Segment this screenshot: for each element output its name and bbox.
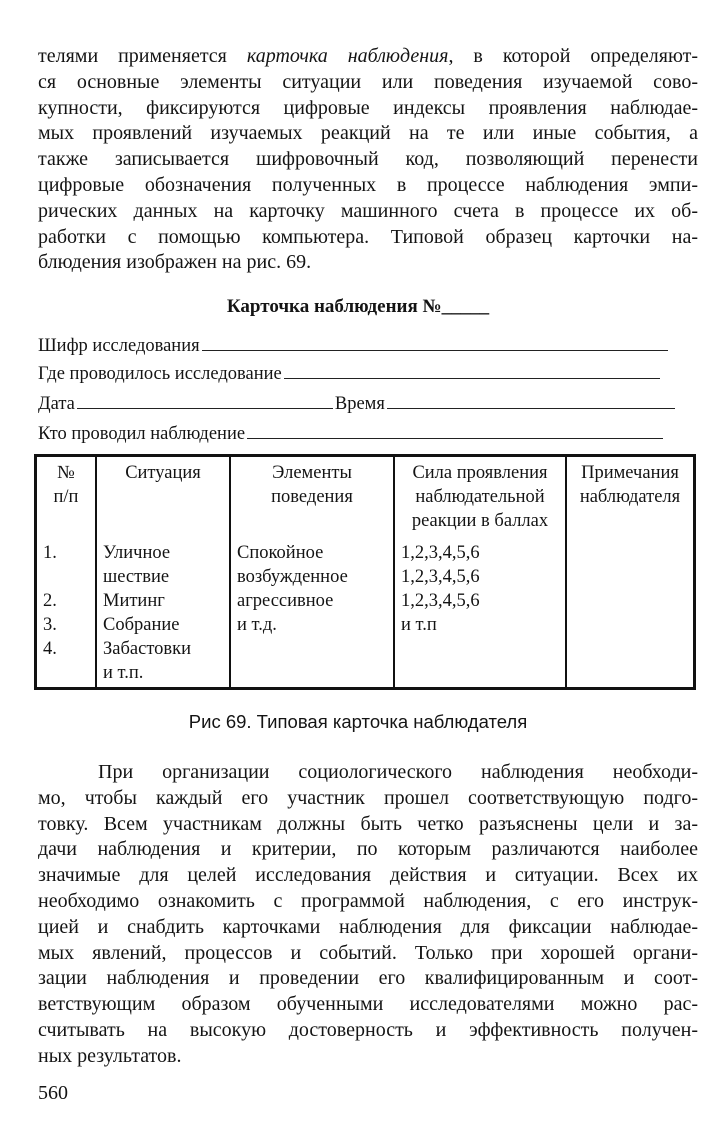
cell-text: шествие (103, 567, 170, 587)
cell-strength (394, 537, 566, 687)
header-text: Сила проявления (412, 463, 548, 483)
header-text: поведения (271, 487, 353, 507)
cell-text: агрессивное (237, 591, 334, 611)
field-label: Кто проводил наблюдение (38, 424, 246, 444)
text-line: ных результатов. (38, 1044, 182, 1067)
header-text: Элементы (272, 463, 352, 483)
cell-text (43, 565, 89, 589)
header-number (37, 457, 96, 537)
closing-paragraph (38, 760, 698, 1070)
cell-text: 1,2,3,4,5,6 (401, 543, 480, 563)
text-line: мых проявлений изучаемых реакций на те или иные события, а (38, 122, 698, 145)
field-place (38, 362, 660, 386)
field-label: Где проводилось исследование (38, 364, 282, 384)
text-line: мых явлений, процессов и событий. Только при хорошей органи- (38, 941, 698, 964)
blank-line (247, 422, 663, 439)
text-line: цией и снабдить карточками наблюдения для фиксации наблюдае- (38, 915, 698, 938)
text-line: рических данных на карточку машинного счета в процессе их об- (38, 199, 698, 222)
text-line: считывать на высокую достоверность и эффективность получен- (38, 1018, 698, 1041)
field-date-time (38, 392, 675, 416)
cell-text: Митинг (103, 591, 165, 611)
cell-text: Собрание (103, 615, 180, 635)
text-line: значимые для целей исследования действия и ситуации. Всех их (38, 864, 698, 887)
cell-text: и т.д. (237, 615, 277, 635)
header-text: реакции в баллах (411, 511, 549, 531)
cell-notes (566, 537, 693, 687)
blank-line (77, 392, 333, 409)
cell-numbers (37, 537, 96, 687)
header-text: наблюдателя (579, 487, 681, 507)
header-notes (566, 457, 693, 537)
cell-text: Спокойное (237, 543, 324, 563)
observation-table (34, 454, 696, 690)
cell-text: Уличное (103, 543, 171, 563)
cell-text: 3. (43, 615, 57, 635)
header-strength (394, 457, 566, 537)
cell-text: и т.п (401, 615, 437, 635)
text-line: ветствующим образом обученными исследователями можно рас- (38, 993, 698, 1016)
cell-text: возбужденное (237, 567, 348, 587)
italic-term: карточка наблюдения (246, 45, 449, 67)
text-line: ся основные элементы ситуации или поведения изучаемой сово- (38, 70, 698, 93)
blank-line (202, 334, 668, 351)
text-line: дачи наблюдения и критерии, по которым различаются наиболее (38, 838, 698, 861)
text-line: При организации социологического наблюдения необходи- (98, 761, 698, 783)
text-line: работки с помощью компьютера. Типовой образец карточки на- (38, 225, 698, 248)
cell-text: 2. (43, 591, 57, 611)
cell-text: Забастовки (103, 639, 192, 659)
text-line: зации наблюдения и проведении его квалифицированным и соот- (38, 967, 698, 990)
field-code (38, 334, 668, 358)
header-situation (96, 457, 230, 537)
header-text: № (57, 463, 75, 483)
card-title: Карточка наблюдения №_____ (226, 296, 490, 317)
cell-text: 1,2,3,4,5,6 (401, 591, 480, 611)
text-line: товку. Всем участникам должны быть четко разъяснены цели и за- (38, 812, 698, 835)
cell-text: и т.п. (103, 663, 144, 683)
text-span: , в которой определяют- (448, 45, 699, 67)
header-behavior (230, 457, 394, 537)
cell-situations (96, 537, 230, 687)
text-line (38, 44, 698, 70)
table-row (37, 537, 693, 687)
field-observer (38, 422, 663, 446)
text-line: блюдения изображен на рис. 69. (38, 251, 312, 274)
cell-text: 1,2,3,4,5,6 (401, 567, 480, 587)
header-text: п/п (53, 487, 79, 507)
text-line: цифровые обозначения полученных в процессе наблюдения эмпи- (38, 173, 698, 196)
header-text: Примечания (581, 463, 679, 483)
cell-text: 1. (43, 543, 57, 563)
intro-paragraph (38, 44, 698, 276)
text-span: телями применяется (38, 45, 247, 67)
text-line: необходимо ознакомить с программой наблюдения, с его инструк- (38, 889, 698, 912)
text-line: также записывается шифровочный код, позволяющий перенести (38, 148, 698, 171)
text-line: мо, чтобы каждый его участник прошел соответствующую подго- (38, 786, 698, 809)
cell-text: 4. (43, 639, 57, 659)
cell-behavior (230, 537, 394, 687)
text-line: купности, фиксируются цифровые индексы проявления наблюдае- (38, 96, 698, 119)
blank-line (284, 362, 660, 379)
header-text: Ситуация (125, 463, 201, 483)
field-label: Шифр исследования (38, 336, 200, 356)
table-header-row (37, 457, 693, 537)
figure-caption: Рис 69. Типовая карточка наблюдателя (188, 711, 528, 732)
field-label: Дата (38, 394, 75, 414)
blank-line (387, 392, 675, 409)
page-number: 560 (38, 1082, 68, 1104)
header-text: наблюдательной (415, 487, 545, 507)
field-label: Время (334, 394, 385, 414)
